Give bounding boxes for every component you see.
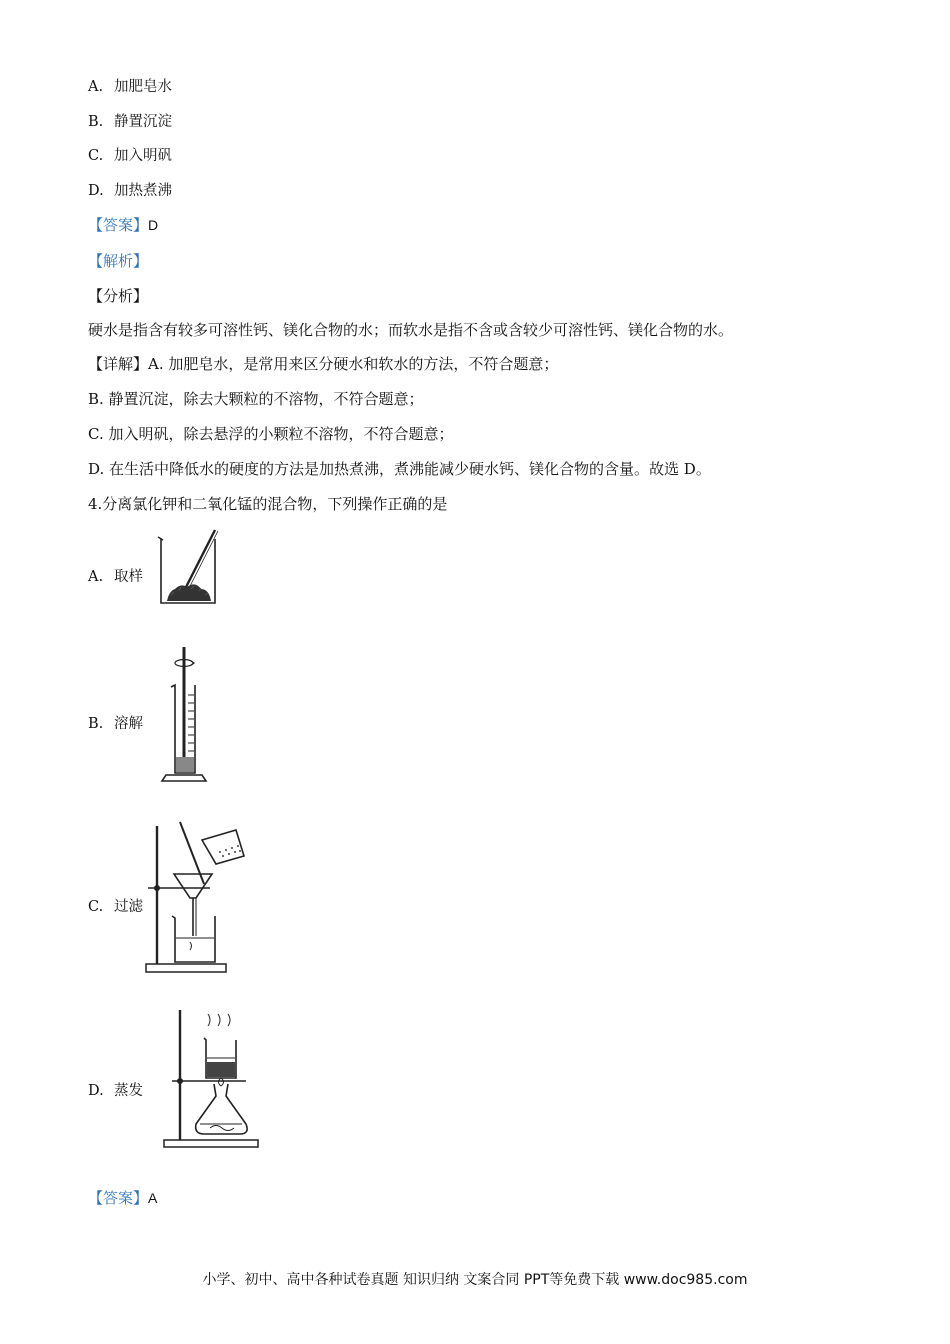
q3-detail-d: D. 在生活中降低水的硬度的方法是加热煮沸，煮沸能减少硬水钙、镁化合物的含量。故选 D。	[88, 460, 711, 478]
q3-answer: 【答案】D	[88, 216, 159, 234]
q3-detail-c: C. 加入明矾，除去悬浮的小颗粒不溶物，不符合题意；	[88, 425, 454, 443]
q3-detail-b: B. 静置沉淀，除去大颗粒的不溶物，不符合题意；	[88, 390, 424, 408]
q3-analysis-label: 【解析】	[88, 252, 149, 270]
beaker-sample-figure	[155, 525, 225, 607]
filtration-figure	[140, 818, 248, 974]
q4-question: 4.分离氯化钾和二氧化锰的混合物，下列操作正确的是	[88, 495, 448, 513]
q3-fenxi-label: 【分析】	[88, 287, 149, 305]
q3-option-c: C. 加入明矾	[88, 148, 172, 164]
evaporation-figure	[160, 1006, 260, 1148]
q3-detail-a: 【详解】A. 加肥皂水，是常用来区分硬水和软水的方法，不符合题意；	[88, 355, 559, 373]
q3-option-d: D. 加热煮沸	[88, 183, 172, 199]
q4-option-b: B. 溶解	[88, 716, 143, 732]
q3-option-b: B. 静置沉淀	[88, 114, 172, 130]
q4-option-d: D. 蒸发	[88, 1083, 143, 1099]
q4-answer: 【答案】A	[88, 1189, 158, 1207]
q4-option-a: A. 取样	[88, 569, 143, 585]
graduated-cylinder-figure	[158, 645, 210, 785]
q4-option-c: C. 过滤	[88, 899, 143, 915]
q3-option-a: A. 加肥皂水	[88, 79, 172, 95]
page-footer: 小学、初中、高中各种试卷真题 知识归纳 文案合同 PPT等免费下载 www.doc985.com	[202, 1272, 748, 1288]
q3-fenxi-text: 硬水是指含有较多可溶性钙、镁化合物的水；而软水是指不含或含较少可溶性钙、镁化合物的水。	[88, 321, 734, 339]
